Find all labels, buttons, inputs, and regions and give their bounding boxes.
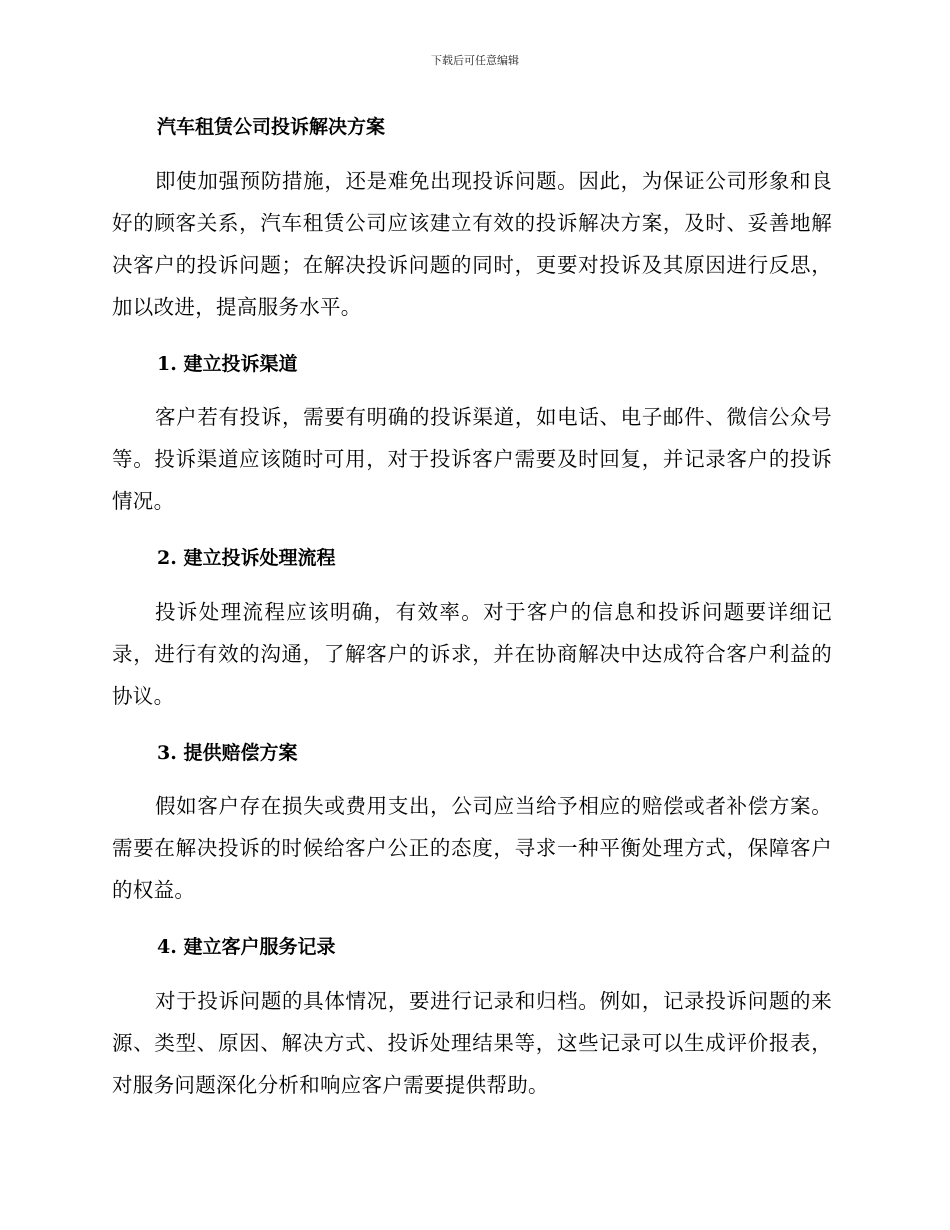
header-note: 下载后可任意编辑: [431, 54, 519, 67]
section-body-1: 客户若有投诉，需要有明确的投诉渠道，如电话、电子邮件、微信公众号等。投诉渠道应该随时可用，对于投诉客户需要及时回复，并记录客户的投诉情况。: [112, 405, 832, 513]
section-heading-1: 1. 建立投诉渠道: [157, 353, 298, 375]
document-title: 汽车租赁公司投诉解决方案: [157, 116, 386, 138]
section-body-3: 假如客户存在损失或费用支出，公司应当给予相应的赔偿或者补偿方案。需要在解决投诉的时候给客户公正的态度，寻求一种平衡处理方式，保障客户的权益。: [112, 794, 832, 902]
section-heading-2: 2. 建立投诉处理流程: [157, 547, 336, 569]
section-heading-3: 3. 提供赔偿方案: [157, 742, 298, 764]
section-body-4: 对于投诉问题的具体情况，要进行记录和归档。例如，记录投诉问题的来源、类型、原因、解决方式、投诉处理结果等，这些记录可以生成评价报表，对服务问题深化分析和响应客户需要提供帮助。: [112, 989, 832, 1097]
section-heading-4: 4. 建立客户服务记录: [157, 936, 336, 958]
intro-paragraph: 即使加强预防措施，还是难免出现投诉问题。因此，为保证公司形象和良好的顾客关系，汽车租赁公司应该建立有效的投诉解决方案，及时、妥善地解决客户的投诉问题；在解决投诉问题的同时，更要对投诉及其原因进行反思，加以改进，提高服务水平。: [112, 169, 832, 319]
section-body-2: 投诉处理流程应该明确，有效率。对于客户的信息和投诉问题要详细记录，进行有效的沟通，了解客户的诉求，并在协商解决中达成符合客户利益的协议。: [112, 600, 832, 708]
